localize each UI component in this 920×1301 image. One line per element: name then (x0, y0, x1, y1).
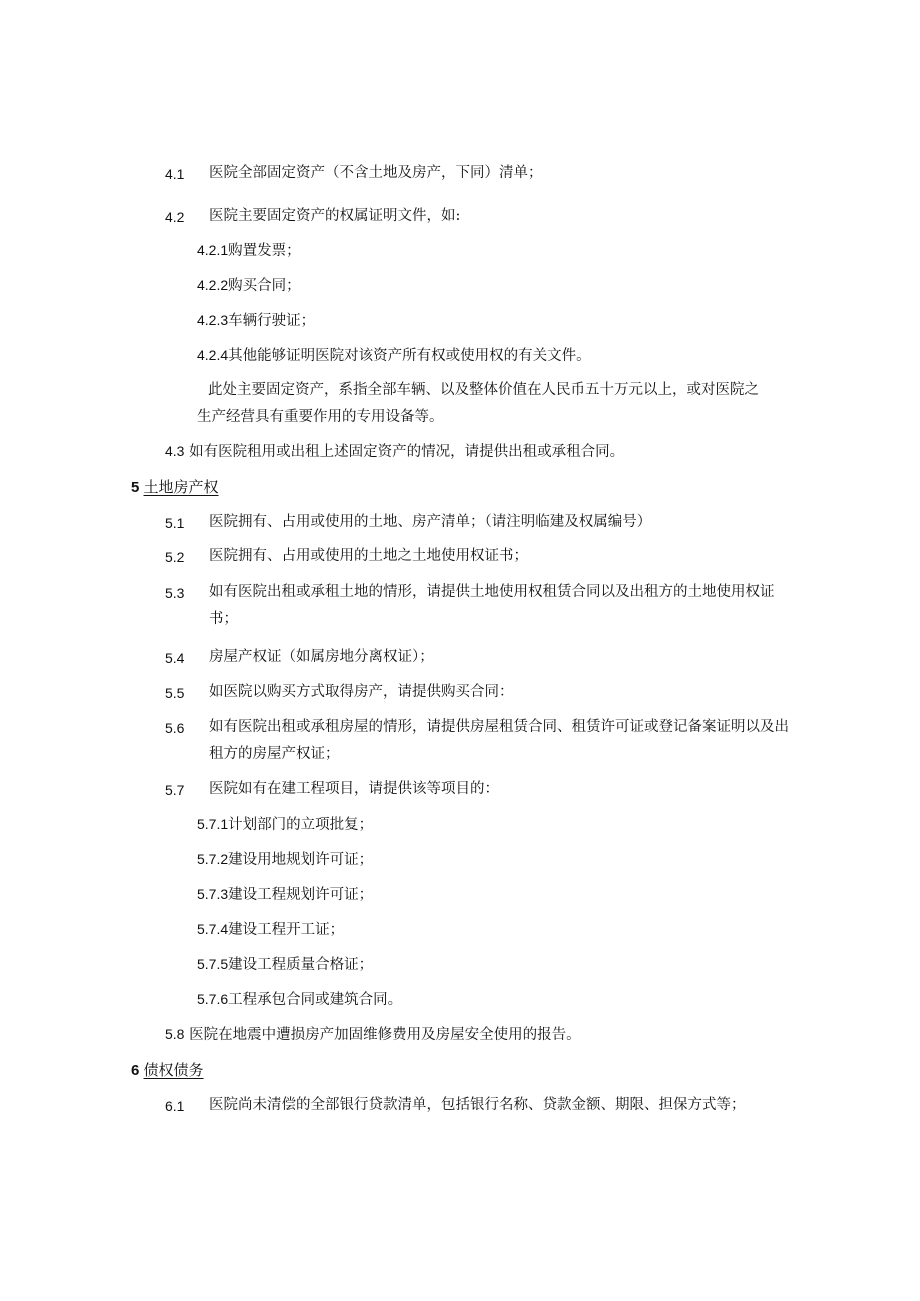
subitem-5-7-2 (197, 849, 373, 870)
item-5-8 (165, 1024, 581, 1045)
item-4-3 (165, 441, 624, 462)
subitem-5-7-1 (197, 814, 373, 835)
subitem-number: 5.7.5 (197, 956, 229, 972)
subitem-text: 购置发票； (228, 243, 301, 259)
subitem-number: 5.7.3 (197, 886, 229, 902)
section-title: 债权债务 (143, 1061, 204, 1079)
item-number: 5.6 (165, 720, 185, 736)
subitem-text: 建设工程开工证； (228, 922, 345, 938)
item-text: 医院如有在建工程项目，请提供该等项目的： (209, 781, 499, 797)
subitem-number: 4.2.4 (197, 347, 229, 363)
subitem-number: 5.7.2 (197, 851, 229, 867)
item-number: 5.5 (165, 685, 185, 701)
subitem-text: 工程承包合同或建筑合同。 (228, 992, 403, 1008)
section-heading-6 (131, 1060, 204, 1081)
item-5-7 (165, 780, 785, 807)
subitem-number: 4.2.3 (197, 312, 229, 328)
item-number: 4.3 (165, 443, 185, 459)
item-number: 5.7 (165, 782, 185, 798)
note-line-2: 生产经营具有重要作用的专用设备等。 (197, 409, 444, 425)
item-text: 如有医院出租或承租房屋的情形，请提供房屋租赁合同、租赁许可证或登记备案证明以及出租方的房屋产权证； (209, 719, 789, 762)
item-number: 6.1 (165, 1098, 185, 1114)
item-number: 5.8 (165, 1026, 185, 1042)
item-text: 医院主要固定资产的权属证明文件，如: (209, 208, 461, 224)
item-5-2 (165, 547, 785, 574)
subitem-text: 其他能够证明医院对该资产所有权或使用权的有关文件。 (228, 348, 591, 364)
item-text: 如有医院出租或承租土地的情形，请提供土地使用权租赁合同以及出租方的土地使用权证书； (209, 584, 775, 627)
item-number: 4.1 (165, 166, 185, 182)
item-text: 医院在地震中遭损房产加固维修费用及房屋安全使用的报告。 (189, 1027, 581, 1043)
item-text: 医院拥有、占用或使用的土地、房产清单；（请注明临建及权属编号） (209, 514, 652, 530)
item-number: 5.2 (165, 549, 185, 565)
subitem-5-7-6 (197, 989, 402, 1010)
subitem-text: 购买合同； (228, 278, 301, 294)
item-5-3 (165, 583, 785, 637)
subitem-text: 计划部门的立项批复； (228, 817, 374, 833)
item-text: 医院拥有、占用或使用的土地之土地使用权证书； (209, 548, 528, 564)
item-5-1 (165, 513, 785, 540)
item-4-1 (165, 164, 785, 191)
item-number: 5.3 (165, 585, 185, 601)
item-number: 5.1 (165, 515, 185, 531)
item-5-4 (165, 648, 785, 675)
subitem-4-2-2 (197, 275, 301, 296)
item-text: 如有医院租用或出租上述固定资产的情况，请提供出租或承租合同。 (189, 444, 625, 460)
subitem-number: 5.7.4 (197, 921, 229, 937)
subitem-number: 4.2.2 (197, 277, 229, 293)
item-text: 房屋产权证（如属房地分离权证）； (209, 649, 434, 665)
subitem-number: 4.2.1 (197, 242, 229, 258)
item-4-2 (165, 207, 785, 234)
subitem-5-7-3 (197, 884, 373, 905)
subitem-5-7-5 (197, 954, 373, 975)
item-6-1 (165, 1096, 785, 1123)
section-number: 6 (131, 1062, 140, 1079)
section-title: 土地房产权 (143, 478, 219, 496)
subitem-4-2-4 (197, 345, 591, 366)
note-line-1: 此处主要固定资产，系指全部车辆、以及整体价值在人民币五十万元以上，或对医院之 (208, 382, 759, 398)
item-5-5 (165, 683, 785, 710)
subitem-text: 建设工程规划许可证； (228, 887, 374, 903)
section-heading-5 (131, 477, 219, 498)
subitem-5-7-4 (197, 919, 344, 940)
subitem-4-2-1 (197, 240, 301, 261)
subitem-number: 5.7.6 (197, 991, 229, 1007)
subitem-4-2-3 (197, 310, 315, 331)
item-5-6 (165, 718, 789, 772)
item-number: 5.4 (165, 650, 185, 666)
subitem-text: 建设工程质量合格证； (228, 957, 374, 973)
item-text: 医院全部固定资产（不含土地及房产，下同）清单； (209, 165, 543, 181)
subitem-text: 建设用地规划许可证； (228, 852, 374, 868)
item-number: 4.2 (165, 209, 185, 225)
subitem-text: 车辆行驶证； (228, 313, 316, 329)
item-text: 医院尚未清偿的全部银行贷款清单，包括银行名称、贷款金额、期限、担保方式等； (209, 1097, 746, 1113)
subitem-number: 5.7.1 (197, 816, 229, 832)
section-number: 5 (131, 479, 140, 496)
item-text: 如医院以购买方式取得房产，请提供购买合同： (209, 684, 514, 700)
